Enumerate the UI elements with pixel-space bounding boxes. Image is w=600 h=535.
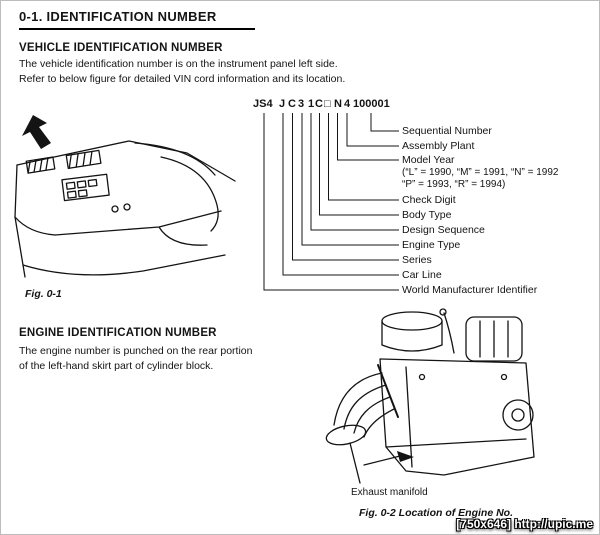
vin-part-sequential: 100001 — [353, 98, 390, 110]
page-title: 0-1. IDENTIFICATION NUMBER — [19, 9, 255, 30]
vin-part-checkdigit: □ — [324, 98, 331, 110]
vehicle-body-line-2: Refer to below figure for detailed VIN cord information and its location. — [19, 73, 346, 85]
fig-0-1-caption: Fig. 0-1 — [25, 288, 62, 300]
location-arrow-icon — [22, 115, 51, 149]
vin-label-sequential-number: Sequential Number — [402, 125, 492, 137]
vin-label-design-sequence: Design Sequence — [402, 224, 485, 236]
engine-body-line-2: of the left-hand skirt part of cylinder block. — [19, 360, 214, 372]
watermark: [750x646] http://upic.me — [456, 517, 593, 531]
vin-label-wmi: World Manufacturer Identifier — [402, 284, 538, 296]
fig-0-2-caption: Fig. 0-2 Location of Engine No. — [359, 507, 513, 519]
vin-label-model-year: Model Year — [402, 154, 455, 166]
vin-label-model-year-codes-1: (“L” = 1990, “M” = 1991, “N” = 1992 — [402, 167, 559, 178]
exhaust-manifold-label: Exhaust manifold — [351, 487, 428, 498]
vin-part-carline: J — [279, 98, 286, 110]
vin-part-design: 1 — [308, 98, 315, 110]
vin-part-body: C — [315, 98, 323, 110]
vin-label-car-line: Car Line — [402, 269, 442, 281]
engine-body-line-1: The engine number is punched on the rear portion — [19, 345, 253, 357]
vin-part-series: C — [288, 98, 296, 110]
vin-part-plant: 4 — [344, 98, 351, 110]
vin-label-body-type: Body Type — [402, 209, 452, 221]
vin-label-series: Series — [402, 254, 432, 266]
vin-label-check-digit: Check Digit — [402, 194, 456, 206]
engine-section-heading: ENGINE IDENTIFICATION NUMBER — [19, 327, 217, 339]
vehicle-section-heading: VEHICLE IDENTIFICATION NUMBER — [19, 42, 223, 54]
vin-part-engine: 3 — [298, 98, 305, 110]
instrument-panel-figure — [11, 113, 241, 285]
vehicle-body-line-1: The vehicle identification number is on the instrument panel left side. — [19, 58, 338, 70]
vin-part-wmi: JS4 — [253, 98, 273, 110]
vin-label-model-year-codes-2: “P” = 1993, “R” = 1994) — [402, 179, 506, 190]
vin-label-engine-type: Engine Type — [402, 239, 461, 251]
vin-part-modelyear: N — [334, 98, 342, 110]
engine-figure — [294, 307, 566, 487]
vin-label-assembly-plant: Assembly Plant — [402, 140, 475, 152]
